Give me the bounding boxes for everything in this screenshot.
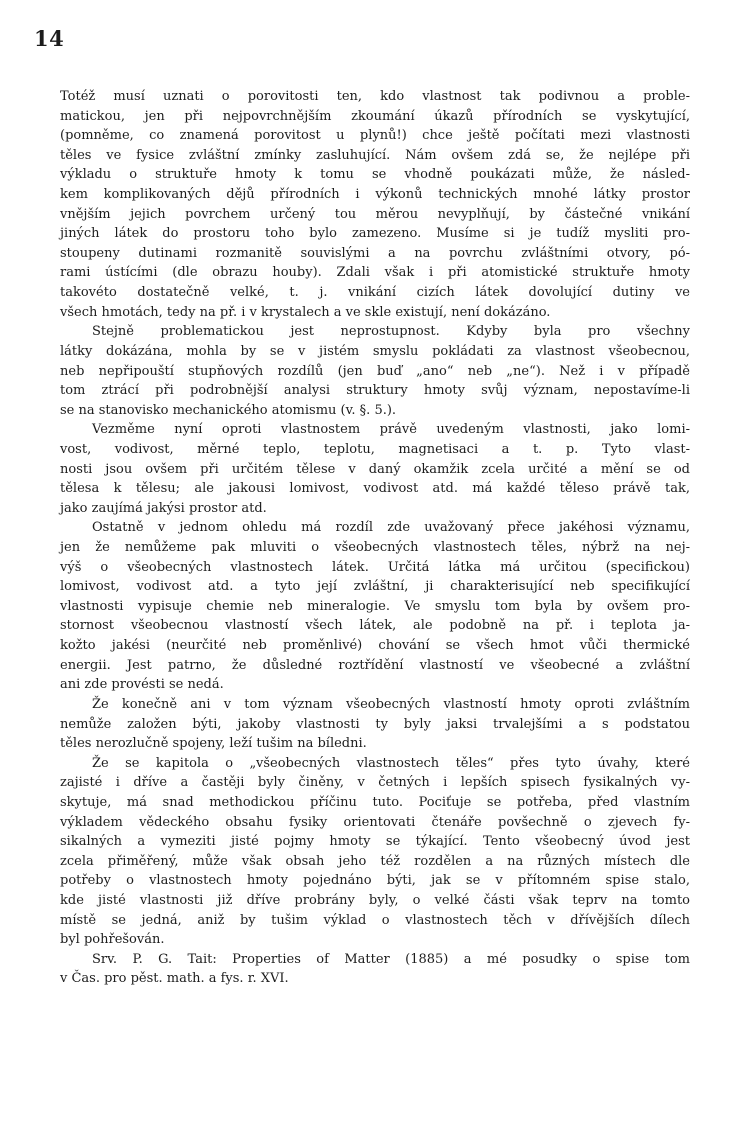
text-line: stoupeny dutinami rozmanitě souvislými a na povrchu zvláštními otvory, pó- — [60, 245, 690, 261]
text-line: zcela přiměřený, může však obsah jeho též rozdělen a na různých místech dle — [60, 853, 690, 869]
text-line: Ostatně v jednom ohledu má rozdíl zde uvažovaný přece jakéhosi významu, — [92, 520, 690, 536]
text-line: v Čas. pro pěst. math. a fys. r. XVI. — [60, 971, 289, 987]
text-line: vlastnosti vypisuje chemie neb mineralogie. Ve smyslu tom byla by ovšem pro- — [60, 598, 690, 614]
text-line: nemůže založen býti, jakoby vlastnosti ty byly jaksi trvalejšími a s podstatou — [60, 716, 690, 732]
text-line: jako zaujímá jakýsi prostor atd. — [60, 500, 267, 516]
text-line: stornost všeobecnou vlastností všech látek, ale podobně na př. i teplota ja- — [60, 618, 690, 634]
text-line: sikalných a vymeziti jisté pojmy hmoty se týkající. Tento všeobecný úvod jest — [60, 834, 690, 850]
text-line: vost, vodivost, měrné teplo, teplotu, magnetisaci a t. p. Tyto vlast- — [60, 441, 690, 457]
text-line: Že se kapitola o „všeobecných vlastnostech těles“ přes tyto úvahy, které — [92, 755, 690, 771]
text-line: (pomněme, co znamená porovitost u plynů!) chce ještě počítati mezi vlastnosti — [60, 128, 690, 144]
text-line: těles ve fysice zvláštní zmínky zasluhující. Nám ovšem zdá se, že nejlépe při — [60, 147, 690, 163]
text-line: výkladem vědeckého obsahu fysiky orientovati čtenáře povšechně o zjevech fy- — [60, 814, 690, 830]
text-line: byl pohřešován. — [60, 932, 165, 948]
text-line: lomivost, vodivost atd. a tyto její zvláštní, ji charakterisující neb specifikující — [60, 579, 690, 595]
text-line: takovéto dostatečně velké, t. j. vnikání cizích látek dovolující dutiny ve — [60, 285, 690, 301]
text-line: Totéž musí uznati o porovitosti ten, kdo vlastnost tak podivnou a proble- — [60, 89, 690, 104]
text-line: kde jisté vlastnosti již dříve probrány byly, o velké části však teprv na tomto — [60, 892, 690, 908]
text-line: vnějším jejich povrchem určený tou měrou nevyplňují, by částečné vnikání — [60, 206, 690, 222]
text-line: Srv. P. G. Tait: Properties of Matter (1885) a mé posudky o spise tom — [92, 951, 690, 967]
text-line: Stejně problematickou jest neprostupnost. Kdyby byla pro všechny — [92, 324, 690, 340]
text-line: rami ústícími (dle obrazu houby). Zdali však i při atomistické struktuře hmoty — [60, 265, 690, 281]
text-line: tělesa k tělesu; ale jakousi lomivost, vodivost atd. má každé těleso právě tak, — [60, 481, 690, 497]
text-line: ani zde provésti se nedá. — [60, 677, 224, 693]
text-line: zajisté i dříve a častěji byly činěny, v četných i lepších spisech fysikalných vy- — [60, 775, 690, 791]
text-line: se na stanovisko mechanického atomismu (v. §. 5.). — [60, 402, 397, 418]
page-number: 14 — [34, 26, 65, 51]
text-line: Vezměme nyní oproti vlastnostem právě uvedeným vlastnosti, jako lomi- — [92, 422, 690, 438]
text-line: kem komplikovaných dějů přírodních i výkonů technických mnohé látky prostor — [60, 187, 690, 203]
text-line: matickou, jen při nejpovrchnějším zkoumání úkazů přírodních se vyskytující, — [60, 108, 690, 124]
text-line: výš o všeobecných vlastnostech látek. Určitá látka má určitou (specifickou) — [60, 559, 690, 575]
body-text — [60, 87, 690, 989]
text-line: jen že nemůžeme pak mluviti o všeobecných vlastnostech těles, nýbrž na nej- — [60, 540, 690, 556]
text-line: energii. Jest patrno, že důsledné roztřídění vlastností ve všeobecné a zvláštní — [60, 657, 690, 673]
text-line: místě se jedná, aniž by tušim výklad o vlastnostech těch v dřívějších dílech — [60, 912, 690, 928]
text-line: jiných látek do prostoru toho bylo zamezeno. Musíme si je tudíž mysliti pro- — [60, 226, 690, 242]
text-line: skytuje, má snad methodickou příčinu tuto. Pociťuje se potřeba, před vlastním — [60, 794, 690, 810]
text-line: potřeby o vlastnostech hmoty pojednáno býti, jak se v přítomném spise stalo, — [60, 873, 690, 889]
text-line: látky dokázána, mohla by se v jistém smyslu pokládati za vlastnost všeobecnou, — [60, 343, 690, 359]
text-line: těles nerozlučně spojeny, leží tušim na bíledni. — [60, 736, 367, 752]
text-line: Že konečně ani v tom význam všeobecných vlastností hmoty oproti zvláštním — [92, 696, 690, 712]
text-line: nosti jsou ovšem při určitém tělese v daný okamžik zcela určité a mění se od — [60, 461, 690, 477]
text-line: tom ztrácí při podrobnější analysi struktury hmoty svůj význam, nepostavíme-li — [60, 383, 690, 399]
text-line: všech hmotách, tedy na př. i v krystalech a ve skle existují, není dokázáno. — [60, 304, 551, 320]
text-line: neb nepřipouští stupňových rozdílů (jen buď „ano“ neb „ne“). Než i v případě — [60, 363, 690, 379]
text-line: výkladu o struktuře hmoty k tomu se vhodně poukázati může, že násled- — [60, 167, 690, 183]
text-line: kožto jakési (neurčité neb proměnlivé) chování se všech hmot vůči thermické — [60, 638, 690, 654]
